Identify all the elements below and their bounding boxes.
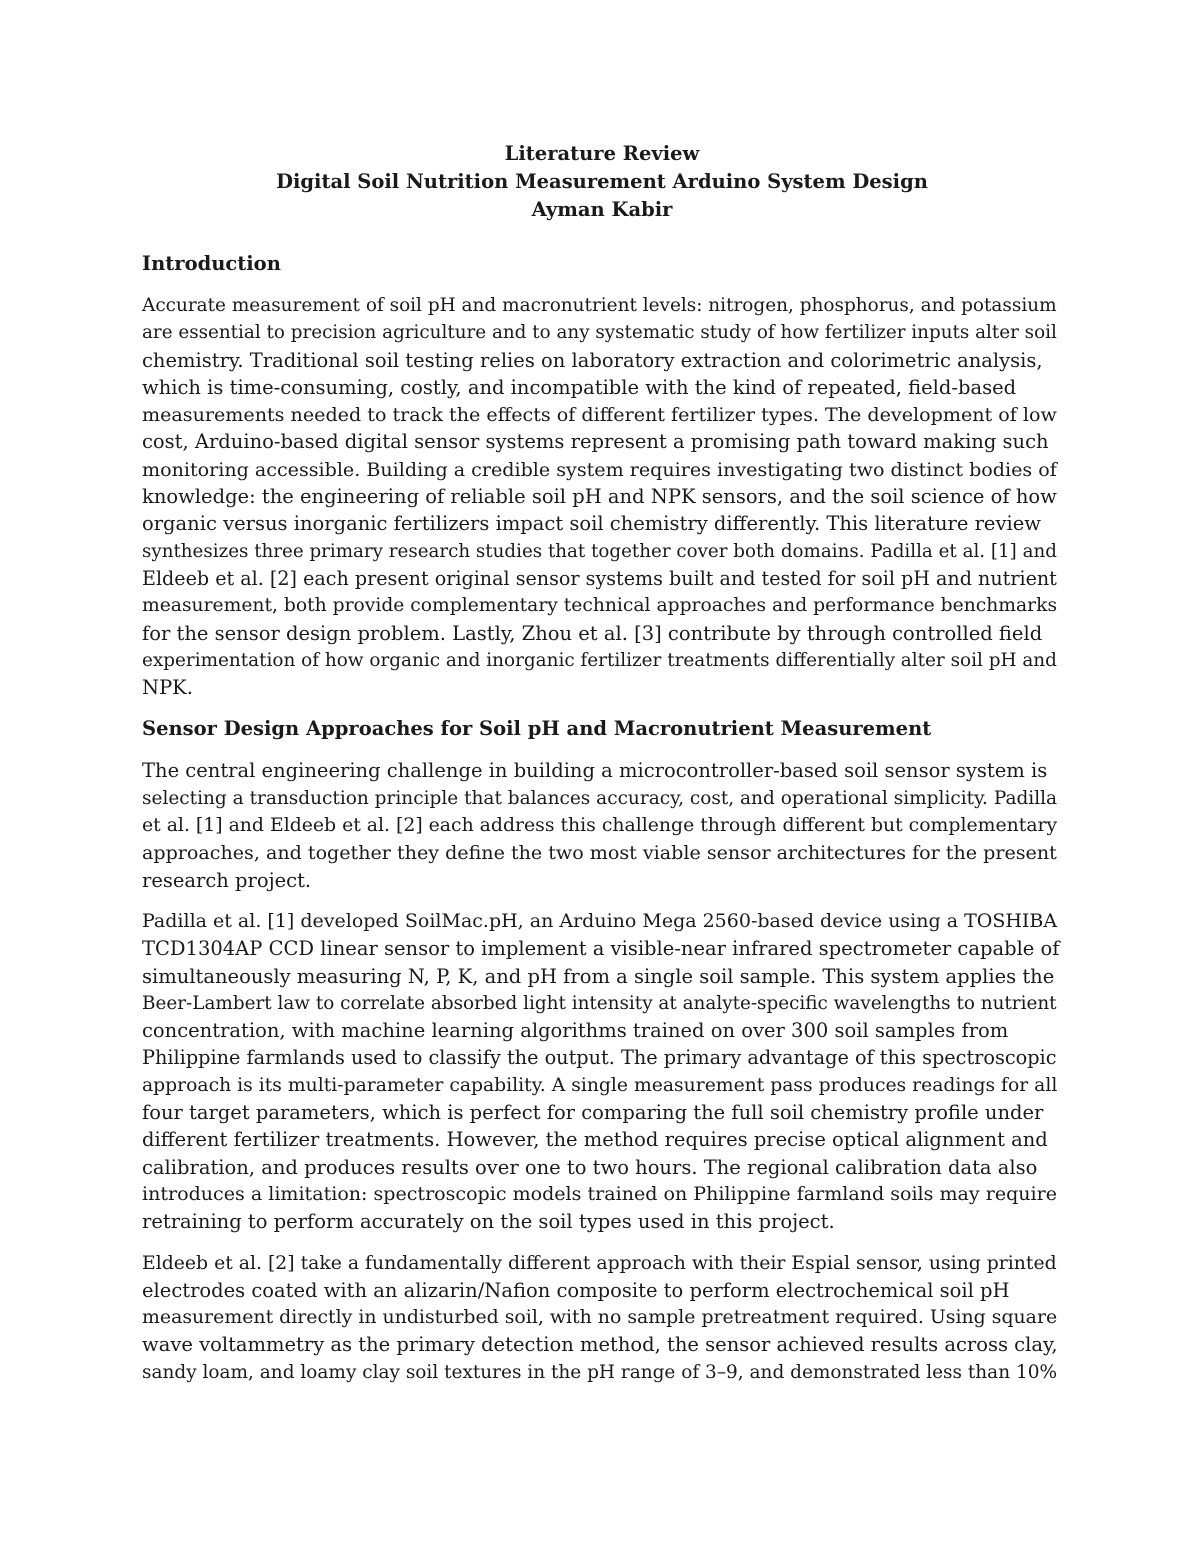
title-block [142,140,1062,224]
paragraph-line: approach is its multi-parameter capability. A single measurement pass produces readings for all [142,1074,1058,1096]
section-heading: Introduction [142,252,281,275]
paragraph-line: knowledge: the engineering of reliable soil pH and NPK sensors, and the soil science of how [142,485,1057,509]
paragraph-line: Eldeeb et al. [2] take a fundamentally different approach with their Espial sensor, using printed [142,1252,1057,1274]
paragraph-line: which is time-consuming, costly, and incompatible with the kind of repeated, field-based [142,375,1017,399]
paragraph-line: introduces a limitation: spectroscopic models trained on Philippine farmland soils may require [142,1182,1058,1205]
paragraph-line: chemistry. Traditional soil testing relies on laboratory extraction and colorimetric analysis, [142,348,1043,372]
section [142,250,1062,701]
paragraph-line: four target parameters, which is perfect for comparing the full soil chemistry profile under [142,1101,1044,1125]
section [142,715,1062,1386]
paragraph-line: simultaneously measuring N, P, K, and pH from a single soil sample. This system applies the [142,964,1055,988]
document-subtitle: Digital Soil Nutrition Measurement Arduino System Design [276,170,928,193]
paragraph-line: sandy loam, and loamy clay soil textures in the pH range of 3–9, and demonstrated less than 10% [142,1361,1058,1383]
paragraph-line: electrodes coated with an alizarin/Nafion composite to perform electrochemical soil pH [142,1278,1010,1302]
paragraph-line: for the sensor design problem. Lastly, Zhou et al. [3] contribute by through controlled field [142,621,1043,645]
paragraph-line: experimentation of how organic and inorganic fertilizer treatments differentially alter soil pH and [142,649,1057,671]
paragraph-line: concentration, with machine learning algorithms trained on over 300 soil samples from [142,1019,1009,1043]
paragraph-line: Accurate measurement of soil pH and macronutrient levels: nitrogen, phosphorus, and potassium [142,295,1057,316]
document-title: Literature Review [504,142,700,165]
paragraph [142,292,1062,701]
paragraph-line: calibration, and produces results over one to two hours. The regional calibration data also [142,1155,1038,1179]
paragraph-line: Beer-Lambert law to correlate absorbed light intensity at analyte-specific wavelengths to nutrient [142,992,1057,1014]
paragraph-line: organic versus inorganic fertilizers impact soil chemistry differently. This literature review [142,512,1041,536]
paragraph-line: approaches, and together they define the two most viable sensor architectures for the present [142,841,1057,865]
paragraph-line: The central engineering challenge in building a microcontroller-based soil sensor system is [142,759,1048,783]
paragraph-line: retraining to perform accurately on the soil types used in this project. [142,1210,835,1234]
paragraph-line: et al. [1] and Eldeeb et al. [2] each address this challenge through different but complementary [142,815,1058,837]
paragraph-line: TCD1304AP CCD linear sensor to implement a visible-near infrared spectrometer capable of [142,937,1060,961]
section-heading: Sensor Design Approaches for Soil pH and Macronutrient Measurement [142,717,932,741]
paragraph-line: synthesizes three primary research studies that together cover both domains. Padilla et al. [1] and [142,540,1057,562]
paragraph-line: Eldeeb et al. [2] each present original sensor systems built and tested for soil pH and nutrient [142,566,1057,590]
paragraph-line: research project. [142,868,312,892]
paragraph-line: measurement, both provide complementary technical approaches and performance benchmarks [142,595,1058,617]
document-body [142,250,1062,1386]
paragraph-line: measurement directly in undisturbed soil, with no sample pretreatment required. Using square [142,1306,1058,1329]
paragraph-line: Padilla et al. [1] developed SoilMac.pH, an Arduino Mega 2560-based device using a TOSHIBA [142,909,1058,932]
paragraph [142,757,1062,893]
paragraph-line: measurements needed to track the effects of different fertilizer types. The development of low [142,403,1057,427]
document-page [142,140,1062,1400]
paragraph-line: monitoring accessible. Building a credible system requires investigating two distinct bodies of [142,457,1057,481]
paragraph-line: NPK. [142,676,193,700]
paragraph-line: different fertilizer treatments. However, the method requires precise optical alignment and [142,1128,1048,1152]
paragraph [142,1250,1062,1386]
paragraph-line: selecting a transduction principle that balances accuracy, cost, and operational simplicity. Padilla [142,787,1058,809]
paragraph [142,908,1062,1236]
paragraph-line: wave voltammetry as the primary detection method, the sensor achieved results across clay, [142,1333,1058,1357]
paragraph-line: Philippine farmlands used to classify the output. The primary advantage of this spectroscopic [142,1046,1057,1070]
document-author: Ayman Kabir [531,198,673,221]
paragraph-line: are essential to precision agriculture and to any systematic study of how fertilizer inputs alter soil [142,322,1057,344]
paragraph-line: cost, Arduino-based digital sensor systems represent a promising path toward making such [142,430,1049,454]
